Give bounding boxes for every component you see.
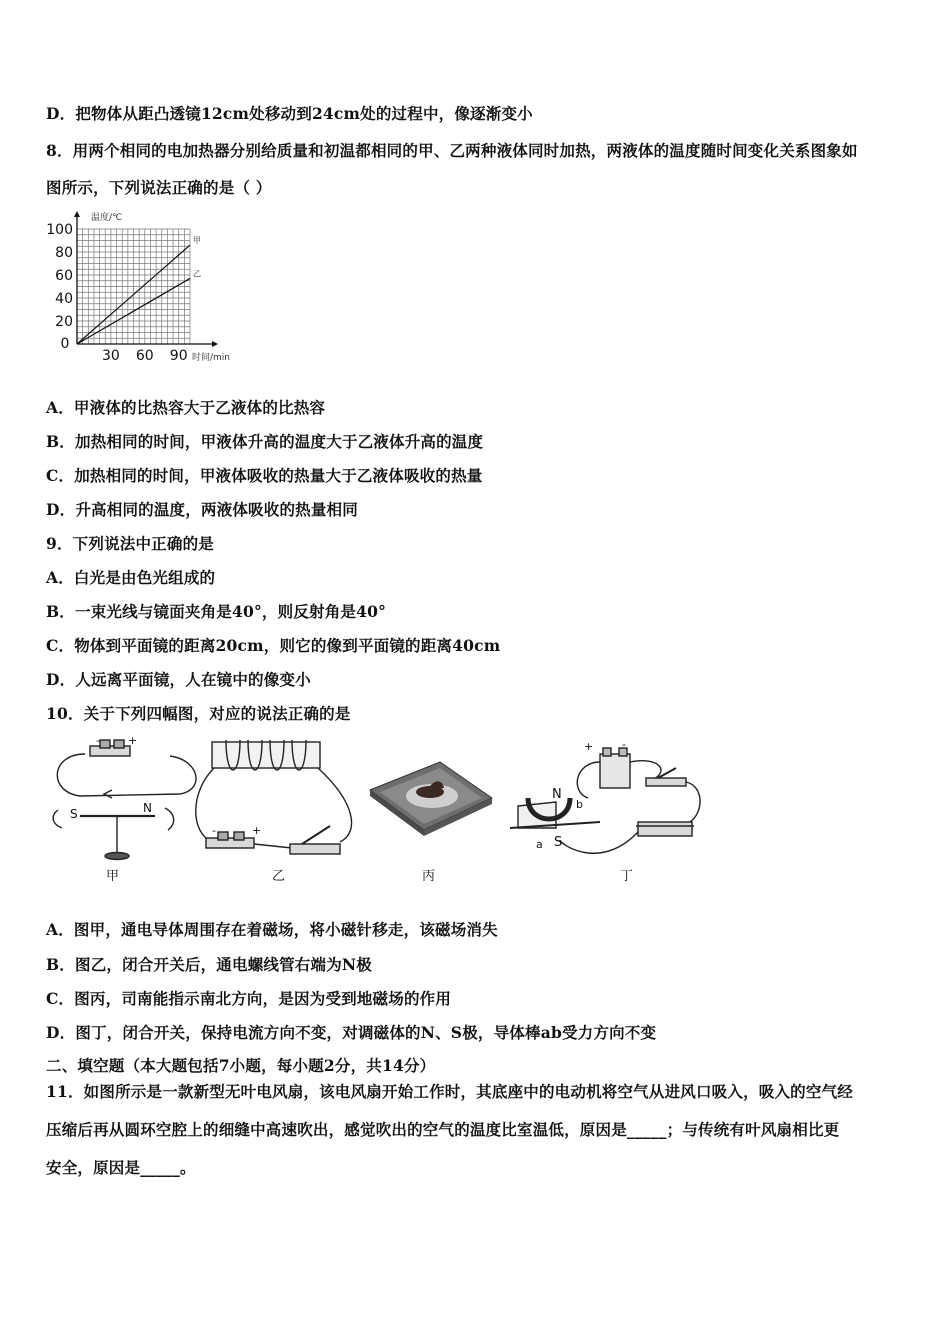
y-axis-arrow bbox=[74, 211, 80, 217]
x-axis-arrow bbox=[212, 341, 218, 347]
q10-option-c: C．图丙，司南能指示南北方向，是因为受到地磁场的作用 bbox=[46, 989, 452, 1008]
q10-option-a: A．图甲，通电导体周围存在着磁场，将小磁针移走，该磁场消失 bbox=[46, 920, 498, 939]
figure-label-jia: 甲 bbox=[106, 869, 120, 884]
q9-option-c: C．物体到平面镜的距离20cm，则它的像到平面镜的距离40cm bbox=[46, 636, 501, 655]
x-tick-label: 90 bbox=[169, 348, 188, 364]
q10-stem: 10．关于下列四幅图，对应的说法正确的是 bbox=[46, 704, 351, 723]
figure-yi bbox=[196, 740, 352, 884]
ding-a-label: a bbox=[536, 838, 543, 851]
q8-option-d: D．升高相同的温度，两液体吸收的热量相同 bbox=[46, 500, 358, 519]
figure-bing bbox=[370, 762, 492, 884]
series-label-1: 甲 bbox=[193, 236, 201, 246]
q10-figures bbox=[40, 732, 720, 892]
figure-label-yi: 乙 bbox=[272, 869, 286, 884]
y-axis-label: 温度/℃ bbox=[91, 213, 123, 223]
q9-option-a: A．白光是由色光组成的 bbox=[46, 568, 216, 587]
q8-stem-line2: 图所示，下列说法正确的是（ ） bbox=[46, 178, 272, 197]
q9-stem: 9．下列说法中正确的是 bbox=[46, 534, 214, 553]
figure-label-bing: 丙 bbox=[422, 869, 436, 884]
q8-option-b: B．加热相同的时间，甲液体升高的温度大于乙液体升高的温度 bbox=[46, 432, 484, 451]
ding-s-label: S bbox=[554, 835, 563, 850]
yi-plus: + bbox=[252, 824, 262, 837]
x-tick-label: 30 bbox=[101, 348, 120, 364]
figure-jia bbox=[53, 734, 196, 884]
q11-stem-line3: 安全，原因是_____。 bbox=[46, 1158, 196, 1177]
q7-option-d: D．把物体从距凸透镜12cm处移动到24cm处的过程中，像逐渐变小 bbox=[46, 104, 533, 123]
jia-n-label: N bbox=[143, 801, 152, 815]
ding-minus: - bbox=[622, 738, 626, 751]
jia-s-label: S bbox=[70, 807, 78, 821]
q10-option-b: B．图乙，闭合开关后，通电螺线管右端为N极 bbox=[46, 955, 372, 974]
y-tick-label: 60 bbox=[55, 268, 73, 284]
jia-plus: + bbox=[128, 734, 138, 747]
temperature-time-chart bbox=[40, 208, 250, 366]
ding-plus: + bbox=[584, 740, 594, 753]
q8-stem-line1: 8．用两个相同的电加热器分别给质量和初温都相同的甲、乙两种液体同时加热，两液体的温度随时间变化关系图象如 bbox=[46, 141, 858, 160]
x-axis-label: 时间/min bbox=[192, 353, 231, 363]
x-tick-label: 60 bbox=[135, 348, 154, 364]
origin-label: 0 bbox=[60, 336, 70, 352]
y-tick-label: 20 bbox=[55, 314, 73, 330]
y-tick-label: 80 bbox=[55, 245, 73, 261]
q8-option-a: A．甲液体的比热容大于乙液体的比热容 bbox=[46, 398, 326, 417]
q11-stem-line2: 压缩后再从圆环空腔上的细缝中高速吹出，感觉吹出的空气的温度比室温低，原因是_____；与传统有叶风扇相比更 bbox=[46, 1120, 840, 1139]
q9-option-d: D．人远离平面镜，人在镜中的像变小 bbox=[46, 670, 311, 689]
q9-option-b: B．一束光线与镜面夹角是40°，则反射角是40° bbox=[46, 602, 387, 621]
series-label-2: 乙 bbox=[193, 269, 201, 279]
yi-minus: - bbox=[212, 824, 216, 837]
section-2-heading: 二、填空题（本大题包括7小题，每小题2分，共14分） bbox=[46, 1056, 436, 1075]
q11-stem-line1: 11．如图所示是一款新型无叶电风扇，该电风扇开始工作时，其底座中的电动机将空气从进风口吸入，吸入的空气经 bbox=[46, 1082, 853, 1101]
ding-b-label: b bbox=[576, 798, 583, 811]
q10-option-d: D．图丁，闭合开关，保持电流方向不变，对调磁体的N、S极，导体棒ab受力方向不变 bbox=[46, 1023, 657, 1042]
jia-minus: - bbox=[96, 734, 100, 747]
figure-ding bbox=[510, 738, 700, 884]
q8-option-c: C．加热相同的时间，甲液体吸收的热量大于乙液体吸收的热量 bbox=[46, 466, 483, 485]
y-tick-label: 100 bbox=[46, 222, 73, 238]
y-tick-label: 40 bbox=[55, 291, 73, 307]
ding-n-label: N bbox=[552, 787, 562, 802]
figure-label-ding: 丁 bbox=[620, 869, 634, 884]
